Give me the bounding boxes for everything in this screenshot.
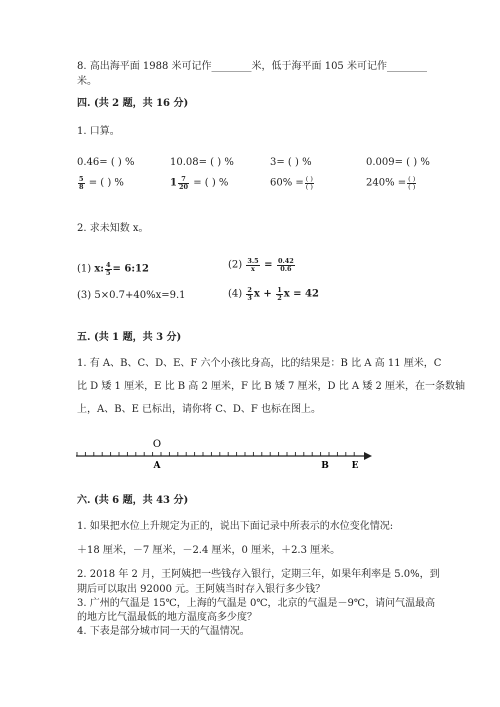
- calc-item-percent-fraction: [366, 176, 417, 190]
- point-b-label: B: [321, 461, 329, 470]
- fraction: [246, 287, 253, 301]
- fraction-numerator: 0.42: [278, 257, 294, 265]
- equation-part: = 6:12: [112, 263, 149, 275]
- equation-label: (1): [77, 263, 95, 275]
- calc-item-rest: = ( ) %: [190, 177, 229, 189]
- fraction: [178, 176, 189, 190]
- section6-q4: 4. 下表是部分城市同一天的气温情况。: [77, 626, 250, 637]
- fraction-numerator: 7: [178, 176, 189, 184]
- point-e-label: E: [351, 461, 359, 470]
- calc-item-percent-fraction: [270, 176, 315, 190]
- equation-part: x:: [94, 263, 104, 275]
- point-a-label: A: [153, 461, 161, 470]
- origin-label: O: [152, 439, 162, 450]
- calc-item: 0.009= ( ) %: [366, 157, 430, 168]
- section5-q1-line: 上，A、B、E 已标出，请你将 C、D、F 也标在图上。: [77, 404, 322, 415]
- section5-q1-line: 比 D 矮 1 厘米，E 比 B 高 2 厘米，F 比 B 矮 7 厘米，D 比 A 矮 2 厘米，在一条数轴: [77, 381, 466, 392]
- section6-q3-line2: 的地方比气温最低的地方温度高多少度？: [77, 612, 257, 623]
- calc-item-pre: 240% =: [366, 177, 407, 189]
- equation-3: (3) 5×0.7+40%x=9.1: [77, 290, 186, 301]
- fraction-denominator: 20: [178, 182, 189, 191]
- fraction-denominator: ( ): [408, 182, 416, 191]
- fraction: [246, 258, 259, 272]
- number-line-ticks: [77, 452, 354, 456]
- section6-q3-line1: 3. 广州的气温是 15℃，上海的气温是 0℃，北京的气温是－9℃，请问气温最高: [77, 598, 436, 609]
- fraction-numerator: 2: [247, 286, 252, 294]
- fraction-denominator: 3: [247, 293, 252, 302]
- calc-item: 3= ( ) %: [270, 157, 312, 168]
- fraction-numerator: ( ): [305, 175, 313, 183]
- equation-2: [228, 258, 296, 272]
- number-line: [74, 436, 374, 470]
- fraction-denominator: 8: [79, 182, 84, 191]
- fraction: [105, 262, 112, 276]
- section6-q1-values: ＋18 厘米，－7 厘米，－2.4 厘米，0 厘米，＋2.3 厘米。: [77, 545, 341, 556]
- calc-item-rest: = ( ) %: [85, 177, 124, 189]
- fraction: [305, 176, 314, 190]
- calc-item: 0.46= ( ) %: [77, 157, 135, 168]
- equation-part: x = 42: [283, 288, 319, 300]
- fraction-numerator: 3.5: [247, 257, 259, 265]
- fraction-denominator: x: [251, 264, 255, 273]
- equation-4: [228, 287, 319, 301]
- q8-line1: 8. 高出海平面 1988 米可记作________米，低于海平面 105 米可记作________: [77, 61, 427, 72]
- section6-title: 六. (共 6 题，共 43 分): [77, 495, 189, 506]
- section4-title: 四. (共 2 题，共 16 分): [77, 98, 189, 109]
- q8-line2: 米。: [77, 76, 97, 87]
- mixed-whole: 1: [170, 177, 177, 189]
- fraction-numerator: ( ): [408, 175, 416, 183]
- section6-q2-line2: 期后可以取出 92000 元。王阿姨当时存入银行多少钱？: [77, 584, 326, 595]
- fraction-denominator: 2: [277, 293, 282, 302]
- fraction-numerator: 4: [106, 261, 111, 269]
- equation-label: (2): [228, 259, 246, 271]
- fraction: [277, 258, 295, 272]
- fraction-denominator: 5: [106, 268, 111, 277]
- section6-q2-line1: 2. 2018 年 2 月，王阿姨把一些钱存入银行，定期三年，如果年利率是 5.0%，到: [77, 569, 440, 580]
- fraction: [407, 176, 416, 190]
- calc-item-pre: 60% =: [270, 177, 304, 189]
- equation-label: (4): [228, 288, 246, 300]
- number-line-arrow: [364, 452, 372, 460]
- fraction-numerator: 1: [277, 286, 282, 294]
- calc-item-fraction: [77, 176, 124, 190]
- fraction-numerator: 5: [79, 175, 84, 183]
- equation-1: [77, 262, 149, 276]
- equation-part: x +: [253, 288, 276, 300]
- equation-part: =: [260, 259, 276, 271]
- section6-q1: 1. 如果把水位上升规定为正的，说出下面记录中所表示的水位变化情况:: [77, 521, 394, 532]
- calc-item-mixed: [170, 176, 228, 190]
- fraction: [276, 287, 283, 301]
- section4-q2-title: 2. 求未知数 x。: [77, 223, 149, 234]
- section4-q1-title: 1. 口算。: [77, 126, 120, 137]
- section5-q1-line: 1. 有 A、B、C、D、E、F 六个小孩比身高，比的结果是：B 比 A 高 11 厘米，C: [77, 358, 442, 369]
- fraction-denominator: 0.6: [280, 264, 292, 273]
- fraction: [78, 176, 85, 190]
- section5-title: 五. (共 1 题，共 3 分): [77, 332, 182, 343]
- calc-item: 10.08= ( ) %: [170, 157, 234, 168]
- fraction-denominator: ( ): [305, 182, 313, 191]
